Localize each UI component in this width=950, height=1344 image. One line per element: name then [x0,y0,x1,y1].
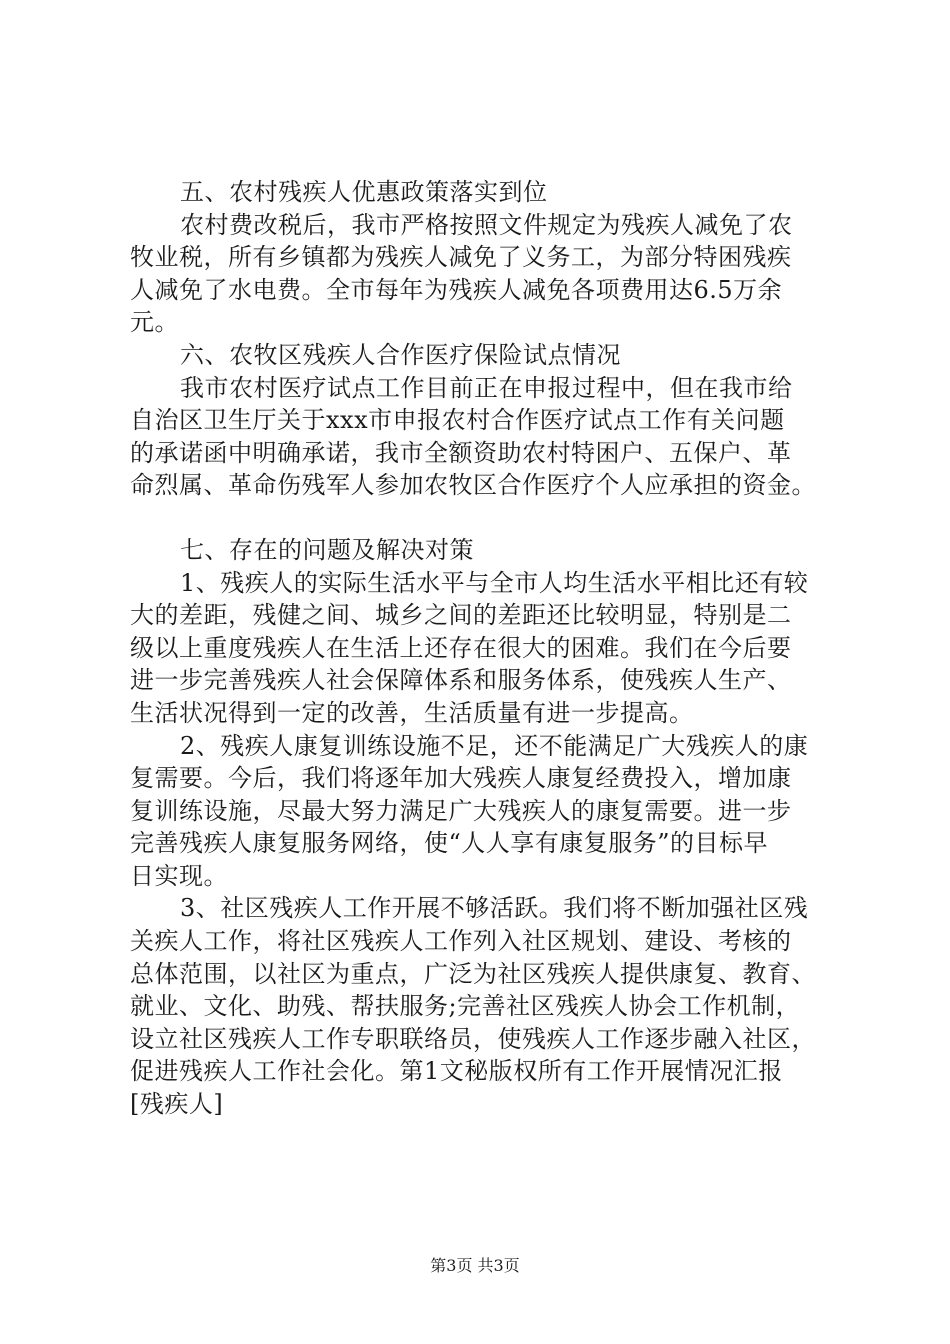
paragraph-line: 设立社区残疾人工作专职联络员，使残疾人工作逐步融入社区， [130,1024,816,1053]
paragraph-line: 生活状况得到一定的改善，生活质量有进一步提高。 [130,698,694,727]
paragraph-line: 我市农村医疗试点工作目前正在申报过程中，但在我市给 [180,373,793,402]
page-number-footer: 第3页 共3页 [430,1256,520,1275]
paragraph-gap [130,502,830,534]
paragraph-line: 级以上重度残疾人在生活上还存在很大的困难。我们在今后要 [130,633,792,662]
paragraph-line: 1、残疾人的实际生活水平与全市人均生活水平相比还有较 [180,568,809,597]
paragraph-line: 命烈属、革命伤残军人参加农牧区合作医疗个人应承担的资金。 [130,471,816,500]
paragraph-line: 总体范围，以社区为重点，广泛为社区残疾人提供康复、教育、 [130,959,816,988]
paragraph-line: 大的差距，残健之间、城乡之间的差距还比较明显，特别是二 [130,601,792,630]
paragraph-line: 复需要。今后，我们将逐年加大残疾人康复经费投入，增加康 [130,764,792,793]
paragraph-line: 牧业税，所有乡镇都为残疾人减免了义务工，为部分特困残疾 [130,243,792,272]
paragraph-line: 复训练设施，尽最大努力满足广大残疾人的康复需要。进一步 [130,796,792,825]
paragraph-line: 3、社区残疾人工作开展不够活跃。我们将不断加强社区残 [180,894,809,923]
paragraph-line: 促进残疾人工作社会化。第1文秘版权所有工作开展情况汇报 [130,1057,783,1086]
paragraph-line: 完善残疾人康复服务网络，使“人人享有康复服务”的目标早 [130,829,769,858]
paragraph-line: 自治区卫生厅关于xxx市申报农村合作医疗试点工作有关问题 [130,406,785,435]
paragraph-line: 2、残疾人康复训练设施不足，还不能满足广大残疾人的康 [180,731,809,760]
paragraph-line: 元。 [130,308,179,337]
section-heading: 五、农村残疾人优惠政策落实到位 [180,178,548,206]
paragraph-line: [残疾人] [130,1090,224,1119]
section-heading: 六、农牧区残疾人合作医疗保险试点情况 [180,340,621,369]
paragraph-line: 农村费改税后，我市严格按照文件规定为残疾人减免了农 [180,210,793,239]
paragraph-line: 关疾人工作，将社区残疾人工作列入社区规划、建设、考核的 [130,927,792,956]
paragraph-line: 日实现。 [130,861,228,890]
paragraph-line: 就业、文化、助残、帮扶服务;完善社区残疾人协会工作机制， [130,992,801,1021]
paragraph-line: 的承诺函中明确承诺，我市全额资助农村特困户、五保户、革 [130,438,792,467]
paragraph-line: 进一步完善残疾人社会保障体系和服务体系，使残疾人生产、 [130,666,792,695]
document-body [130,176,830,1121]
section-heading: 七、存在的问题及解决对策 [180,535,474,564]
paragraph-line: 人减免了水电费。全市每年为残疾人减免各项费用达6.5万余 [130,275,783,304]
